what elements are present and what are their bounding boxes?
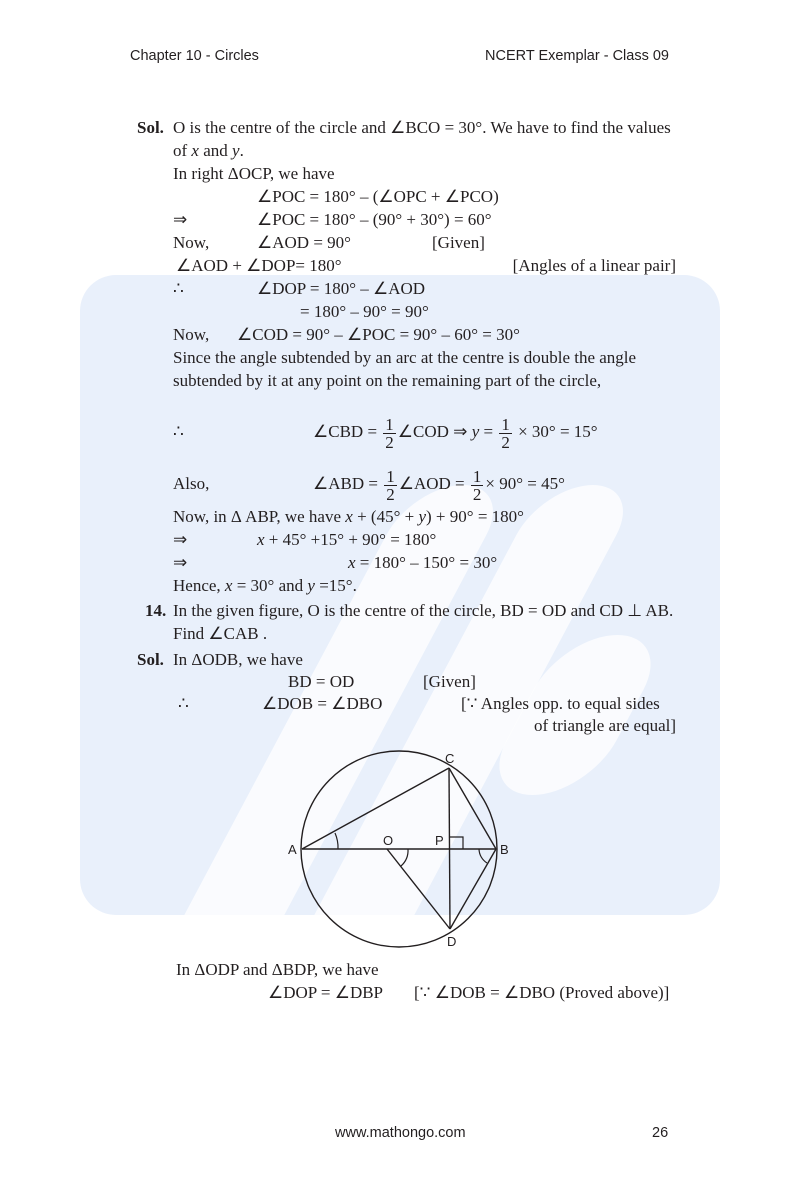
- equation: ∠POC = 180° – (∠OPC + ∠PCO): [257, 187, 499, 206]
- question-number: 14.: [145, 601, 167, 620]
- equation: ∠DOB = ∠DBO: [262, 694, 383, 713]
- label-c: C: [445, 751, 455, 766]
- equation: BD = OD: [288, 672, 355, 691]
- page-number: 26: [652, 1125, 669, 1141]
- equation: ∠POC = 180° – (90° + 30°) = 60°: [257, 210, 492, 229]
- header-book: NCERT Exemplar - Class 09: [485, 48, 669, 64]
- sol-text: Also,: [173, 474, 210, 493]
- therefore-symbol: ∴: [178, 694, 189, 713]
- sol-text: subtended by it at any point on the remaining part of the circle,: [173, 371, 602, 390]
- label-d: D: [447, 934, 457, 949]
- therefore-symbol: ∴: [173, 279, 184, 298]
- reason: [Given]: [432, 233, 485, 252]
- label-b: B: [500, 842, 509, 857]
- sol-text: Now,: [173, 325, 210, 344]
- label-o: O: [383, 833, 394, 848]
- equation: ∠AOD = 90°: [257, 233, 351, 252]
- sol-text: O is the centre of the circle and ∠BCO = 30°. We have to find the values: [173, 118, 671, 137]
- sol-text: In ΔODP and ΔBDP, we have: [176, 960, 379, 979]
- label-p: P: [435, 833, 444, 848]
- conclusion: Hence, x = 30° and y =15°.: [173, 576, 357, 595]
- sol-label: Sol.: [137, 650, 164, 669]
- sol-text: Since the angle subtended by an arc at the centre is double the angle: [173, 348, 637, 367]
- implies-symbol: ⇒: [173, 530, 188, 549]
- question-text: In the given figure, O is the centre of the circle, BD = OD and CD ⊥ AB.: [173, 601, 674, 620]
- reason: [Given]: [423, 672, 476, 691]
- equation: ∠DOP = 180° – ∠AOD: [257, 279, 426, 298]
- reason: of triangle are equal]: [533, 716, 676, 735]
- circle-figure: [280, 745, 520, 955]
- reason: [∵ Angles opp. to equal sides: [461, 694, 660, 713]
- reason: [Angles of a linear pair]: [512, 256, 676, 275]
- equation: ∠DOP = ∠DBP: [268, 983, 384, 1002]
- equation: = 180° – 90° = 90°: [300, 302, 429, 321]
- sol-text: In right ΔOCP, we have: [173, 164, 335, 183]
- implies-symbol: ⇒: [173, 210, 188, 229]
- sol-text: of x and y.: [173, 141, 244, 160]
- header-chapter: Chapter 10 - Circles: [130, 48, 259, 64]
- sol-text: In ΔODB, we have: [173, 650, 303, 669]
- equation: x = 180° – 150° = 30°: [348, 553, 498, 572]
- sol-text: Now,: [173, 233, 210, 252]
- footer-website: www.mathongo.com: [335, 1125, 466, 1141]
- equation-fraction: ∠CBD = $\frac{1}{2}$ ∠COD ⇒ y = $\frac{1}{2}$ × 30° = 15°: [313, 414, 598, 452]
- question-text: Find ∠CAB .: [173, 624, 268, 643]
- sol-text: Now, in Δ ABP, we have x + (45° + y) + 90° = 180°: [173, 507, 524, 526]
- reason: [∵ ∠DOB = ∠DBO (Proved above)]: [414, 983, 670, 1002]
- implies-symbol: ⇒: [173, 553, 188, 572]
- equation-fraction: ∠ABD = $\frac{1}{2}$ ∠AOD = $\frac{1}{2}$ × 90° = 45°: [313, 466, 565, 504]
- therefore-symbol: ∴: [173, 422, 184, 441]
- equation: ∠COD = 90° – ∠POC = 90° – 60° = 30°: [237, 325, 520, 344]
- equation: ∠AOD + ∠DOP= 180°: [176, 256, 342, 275]
- sol-label: Sol.: [137, 118, 164, 137]
- label-a: A: [288, 842, 297, 857]
- equation: x + 45° +15° + 90° = 180°: [257, 530, 437, 549]
